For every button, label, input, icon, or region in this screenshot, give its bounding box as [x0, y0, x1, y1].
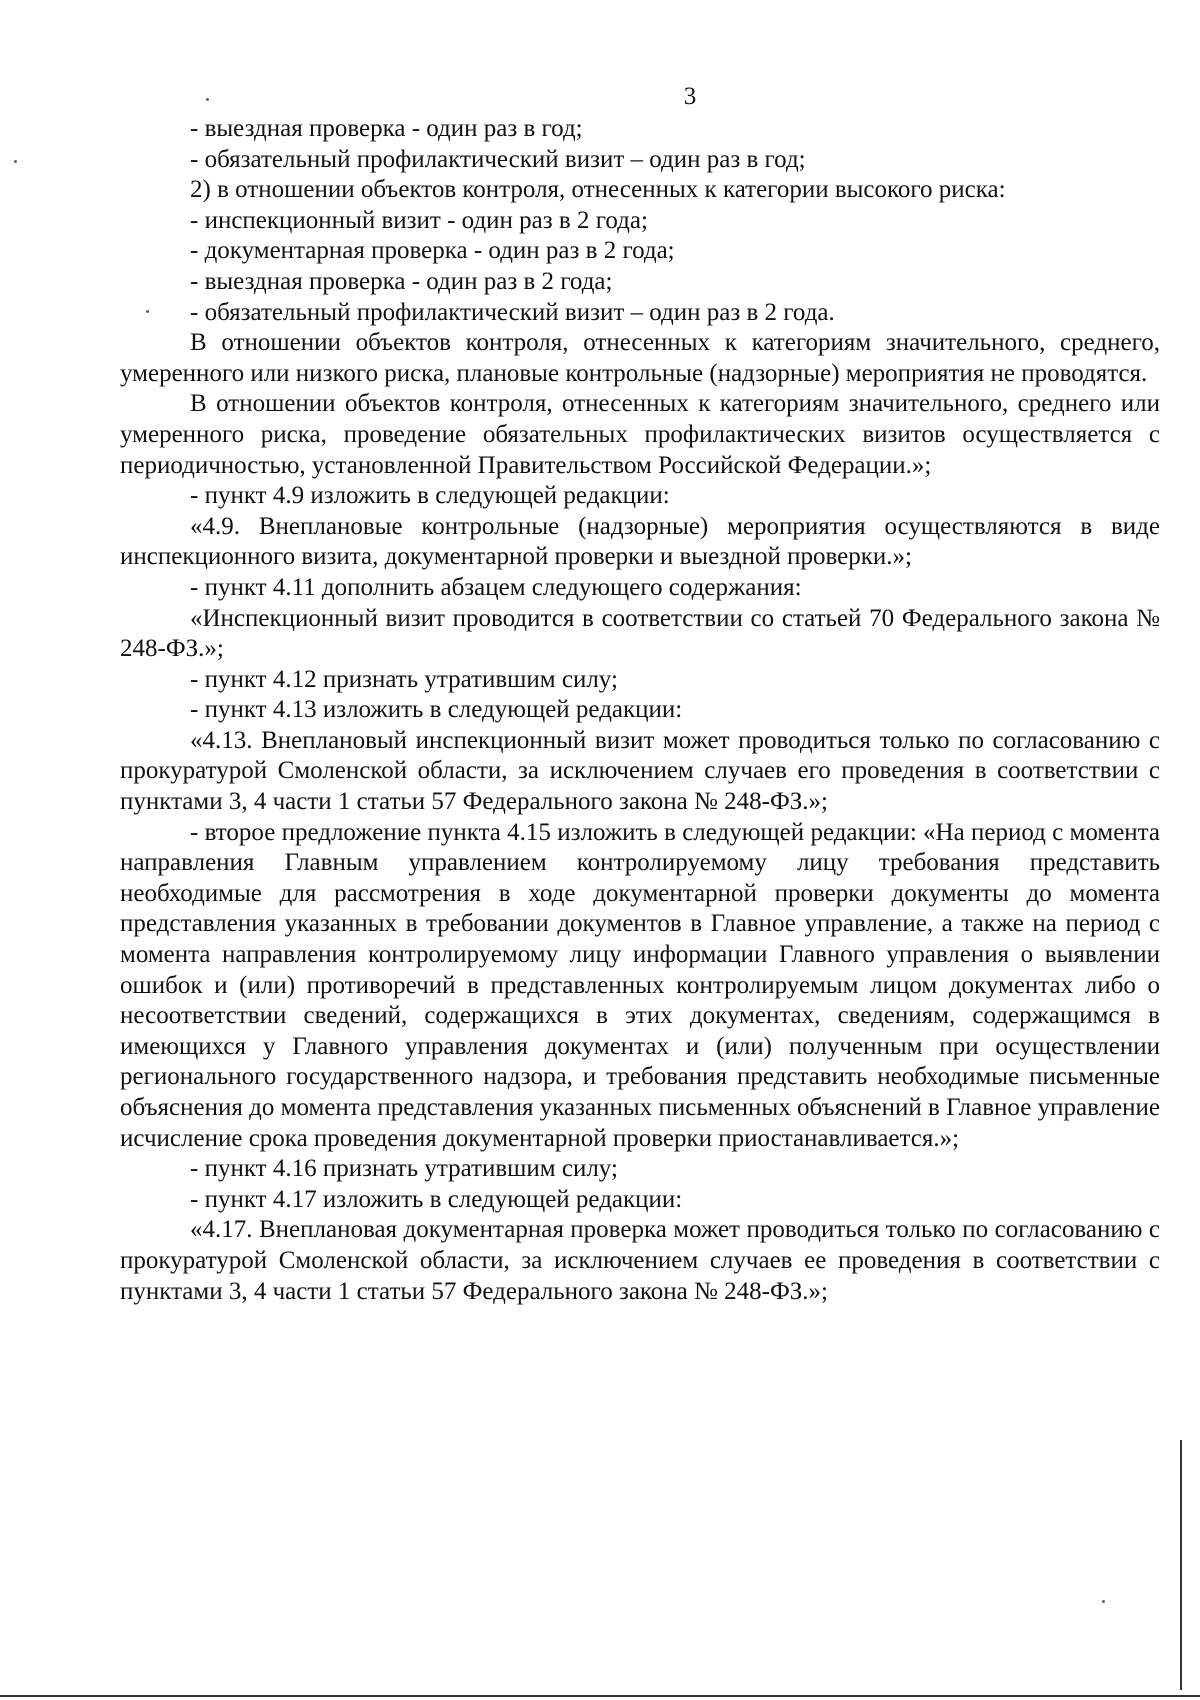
paragraph: «4.13. Внеплановый инспекционный визит может проводиться только по согласованию с прокуратурой Смоленской области, за исключением случаев его проведения в соответствии с пунктами 3, 4 части 1 статьи 57 Федерального закона № 248-ФЗ.»; [120, 726, 1160, 816]
paragraph: - документарная проверка - один раз в 2 года; [190, 237, 675, 265]
paragraph: В отношении объектов контроля, отнесенных к категориям значительного, среднего, умеренного или низкого риска, плановые контрольные (надзорные) мероприятия не проводятся. [120, 329, 1160, 387]
page-number: 3 [683, 83, 697, 110]
scan-edge-right [1180, 1440, 1182, 1690]
paragraph: - пункт 4.13 изложить в следующей редакции: [190, 696, 683, 724]
paragraph: - пункт 4.16 признать утратившим силу; [190, 1155, 618, 1183]
paragraph: - выездная проверка - один раз в 2 года; [190, 267, 613, 295]
paragraph: - обязательный профилактический визит – один раз в год; [190, 145, 806, 173]
document-page [120, 82, 1160, 1307]
paragraph: 2) в отношении объектов контроля, отнесенных к категории высокого риска: [190, 176, 1006, 204]
paragraph: - пункт 4.9 изложить в следующей редакции: [190, 482, 670, 510]
paragraph: - пункт 4.12 признать утратившим силу; [190, 665, 618, 693]
scan-speck [14, 160, 17, 163]
paragraph: - пункт 4.11 дополнить абзацем следующего содержания: [190, 573, 802, 601]
paragraph: - выездная проверка - один раз в год; [190, 115, 583, 142]
scan-speck [1102, 1600, 1105, 1603]
scan-edge-bottom [0, 1695, 1200, 1697]
paragraph: - обязательный профилактический визит – один раз в 2 года. [190, 298, 835, 326]
paragraph: «4.17. Внеплановая документарная проверка может проводиться только по согласованию с прокуратурой Смоленской области, за исключением случаев ее проведения в соответствии с пунктами 3, 4 части 1 статьи 57 Федерального закона № 248-ФЗ.»; [120, 1216, 1160, 1305]
paragraph: В отношении объектов контроля, отнесенных к категориям значительного, среднего или умеренного риска, проведение обязательных профилактических визитов осуществляется с периодичностью, установленной Правительством Российской Федерации.»; [120, 390, 1160, 479]
paragraph: - пункт 4.17 изложить в следующей редакции: [190, 1185, 683, 1213]
paragraph: «Инспекционный визит проводится в соответствии со статьей 70 Федерального закона № 248-ФЗ.»; [120, 604, 1160, 663]
paragraph: - второе предложение пункта 4.15 изложить в следующей редакции: «На период с момента направления Главным управлением контролируемому лицу требования представить необходимые для рассмотрения в ходе документарной проверки документы до момента представления указанных в требовании документов в Главное управление, а также на период с момента направления контролируемому лицу информации Главного управления о выявлении ошибок и (или) противоречий в представленных контролируемым лицом документах либо о несоответствии сведений, содержащихся в этих документах, сведениям, содержащимся в имеющихся у Главного управления документах и (или) полученным при осуществлении регионального государственного надзора, и требования представить необходимые письменные объяснения до момента представления указанных письменных объяснений в Главное управление исчисление срока проведения документарной проверки приостанавливается.»; [120, 818, 1160, 1152]
paragraph: «4.9. Внеплановые контрольные (надзорные) мероприятия осуществляются в виде инспекционного визита, документарной проверки и выездной проверки.»; [120, 512, 1160, 571]
paragraph: - инспекционный визит - один раз в 2 года; [190, 206, 648, 234]
document-body [120, 114, 1160, 1307]
